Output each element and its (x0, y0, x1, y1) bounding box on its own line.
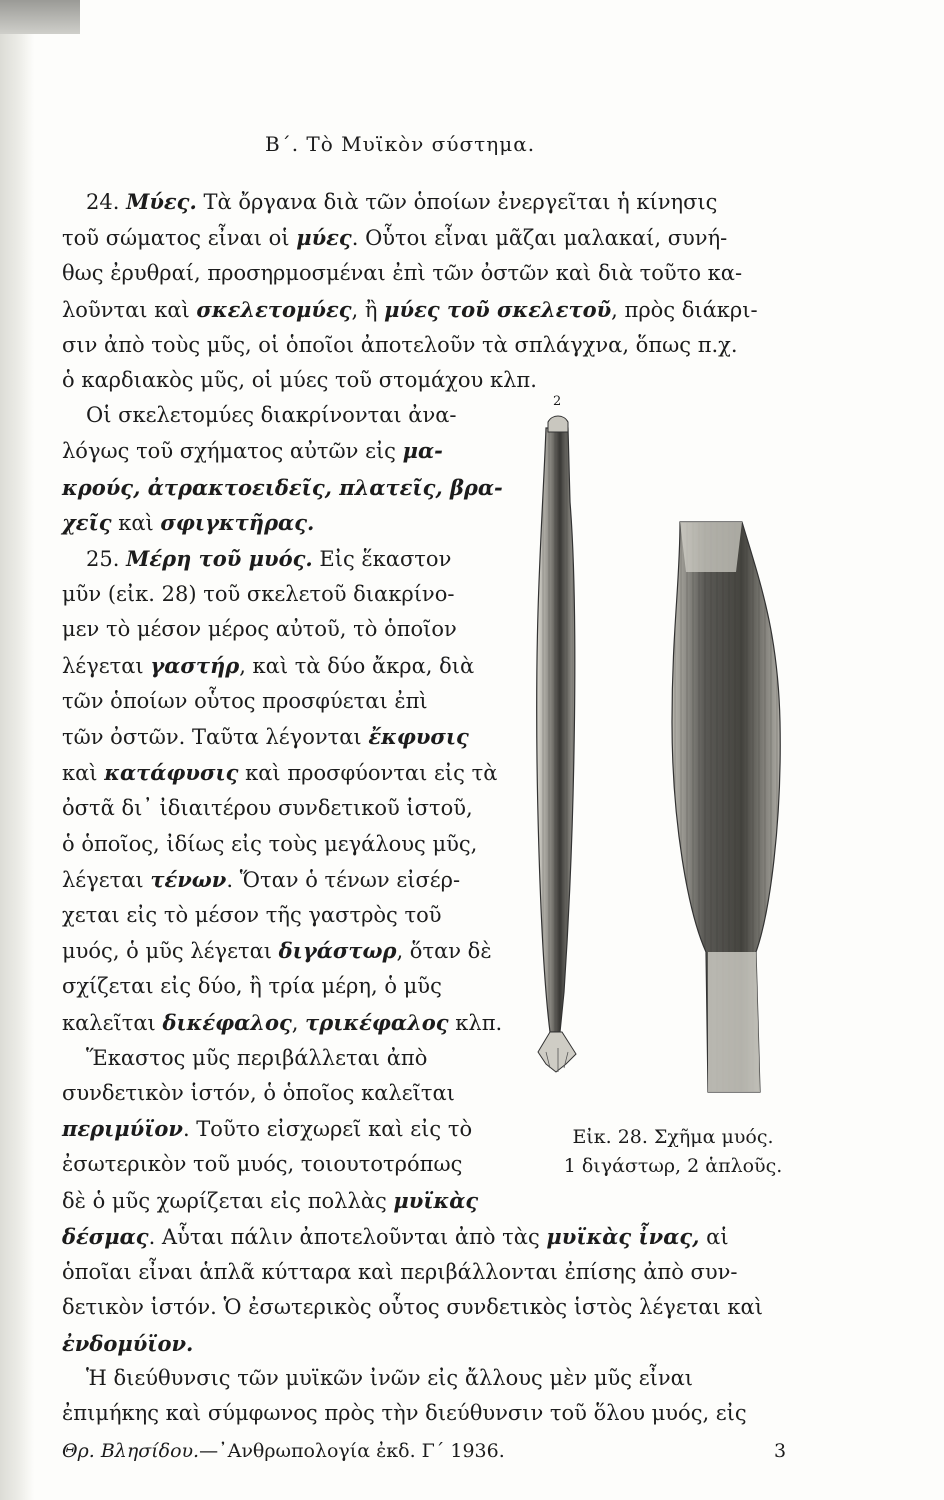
p25-line-8: ὀστᾶ δι᾿ ἰδιαιτέρου συνδετικοῦ ἱστοῦ, (62, 796, 473, 821)
p25-line-11: χεται εἰς τὸ μέσον τῆς γαστρὸς τοῦ (62, 903, 442, 928)
p25-line-5: τῶν ὁποίων οὗτος προσφύεται ἐπὶ (62, 688, 428, 713)
last-line-2: ἐπιμήκης καὶ σύμφωνος πρὸς τὴν διεύθυνσιν τοῦ ὅλου μυός, εἰς (62, 1400, 747, 1425)
p24-line-7: Οἱ σκελετομύες διακρίνονται ἀνα- (86, 403, 457, 428)
figure-label-2: 2 (553, 394, 562, 409)
p24-line-2: τοῦ σώματος εἶναι οἱ μύες. Οὗτοι εἶναι μᾶζαι μαλακαί, συνή- (62, 225, 728, 251)
p25-line-7: καὶ κατάφυσις καὶ προσφύονται εἰς τὰ (62, 760, 498, 786)
p25-line-2: μῦν (εἰκ. 28) τοῦ σκελετοῦ διακρίνο- (62, 582, 455, 607)
p25-line-4: λέγεται γαστήρ, καὶ τὰ δύο ἄκρα, διὰ (62, 652, 475, 678)
p25-line-15: Ἕκαστος μῦς περιβάλλεται ἀπὸ (86, 1045, 428, 1070)
p25-line-17: περιμύϊον. Τοῦτο εἰσχωρεῖ καὶ εἰς τὸ (62, 1116, 473, 1142)
page-number: 3 (774, 1440, 787, 1462)
footer-book: —᾿Ανθρωπολογία ἐκδ. Γ΄ 1936. (199, 1440, 505, 1462)
last-line-1: Ἡ διεύθυνσις τῶν μυϊκῶν ἰνῶν εἰς ἄλλους μὲν μῦς εἶναι (86, 1365, 694, 1390)
p25-line-6: τῶν ὀστῶν. Ταῦτα λέγονται ἔκφυσις (62, 724, 469, 750)
p24-line-6: ὁ καρδιακὸς μῦς, οἱ μύες τοῦ στομάχου κλπ. (62, 368, 537, 393)
p25-line-20: δέσμας. Αὗται πάλιν ἀποτελοῦνται ἀπὸ τὰς μυϊκὰς ἶνας, αἱ (62, 1223, 729, 1249)
p24-line-10: χεῖς καὶ σφιγκτῆρας. (62, 509, 315, 535)
p25-line-23: ἐνδομύϊον. (62, 1330, 194, 1356)
p25-line-12: μυός, ὁ μῦς λέγεται διγάστωρ, ὅταν δὲ (62, 938, 492, 964)
simple-muscle-drawing (672, 522, 780, 1092)
p25-line-21: ὁποῖαι εἶναι ἁπλᾶ κύτταρα καὶ περιβάλλονται ἐπίσης ἀπὸ συν- (62, 1260, 738, 1285)
p24-line-4: λοῦνται καὶ σκελετομύες, ἢ μύες τοῦ σκελετοῦ, πρὸς διάκρι- (62, 296, 758, 322)
scan-corner-mark (0, 0, 80, 34)
figure-caption-line-2: 1 διγάστωρ, 2 ἁπλοῦς. (563, 1155, 783, 1177)
p25-line-9: ὁ ὁποῖος, ἰδίως εἰς τοὺς μεγάλους μῦς, (62, 831, 478, 856)
p24-line-9: κρούς, ἀτρακτοειδεῖς, πλατεῖς, βρα- (62, 474, 503, 500)
p24-line-8: λόγως τοῦ σχήματος αὐτῶν εἰς μα- (62, 438, 443, 464)
p25-line-16: συνδετικὸν ἱστόν, ὁ ὁποῖος καλεῖται (62, 1081, 455, 1106)
footer-bibliography (62, 1440, 505, 1462)
p25-line-3: μεν τὸ μέσον μέρος αὐτοῦ, τὸ ὁποῖον (62, 617, 457, 642)
p25-line-19: δὲ ὁ μῦς χωρίζεται εἰς πολλὰς μυϊκὰς (62, 1187, 479, 1213)
p24-line-3: θως ἐρυθραί, προσηρμοσμέναι ἐπὶ τῶν ὀστῶν καὶ διὰ τοῦτο κα- (62, 261, 743, 286)
figure-caption (528, 1123, 818, 1181)
section-title: Β΄. Τὸ Μυϊκὸν σύστημα. (265, 132, 536, 156)
muscle-figure (510, 392, 820, 1122)
figure-caption-line-1: Εἰκ. 28. Σχῆμα μυός. (572, 1126, 774, 1148)
p25-line-10: λέγεται τένων. Ὅταν ὁ τένων εἰσέρ- (62, 866, 461, 892)
p24-line-5: σιν ἀπὸ τοὺς μῦς, οἱ ὁποῖοι ἀποτελοῦν τὰ σπλάγχνα, ὅπως π.χ. (62, 332, 738, 357)
p25-line-14: καλεῖται δικέφαλος, τρικέφαλος κλπ. (62, 1009, 503, 1035)
p25-line-18: ἐσωτερικὸν τοῦ μυός, τοιουτοτρόπως (62, 1152, 463, 1177)
p25-line-22: δετικὸν ἱστόν. Ὁ ἐσωτερικὸς οὗτος συνδετικὸς ἱστὸς λέγεται καὶ (62, 1295, 763, 1320)
footer-author: Θρ. Βλησίδου. (62, 1440, 200, 1462)
p24-line-1: 24. Μύες. Τὰ ὄργανα διὰ τῶν ὁποίων ἐνεργεῖται ἡ κίνησις (86, 189, 718, 214)
p25-line-13: σχίζεται εἰς δύο, ἢ τρία μέρη, ὁ μῦς (62, 974, 442, 999)
digastric-muscle-drawing (537, 416, 576, 1072)
p25-line-1: 25. Μέρη τοῦ μυός. Εἰς ἕκαστον (86, 546, 452, 572)
page-edge-shadow (0, 0, 34, 1500)
